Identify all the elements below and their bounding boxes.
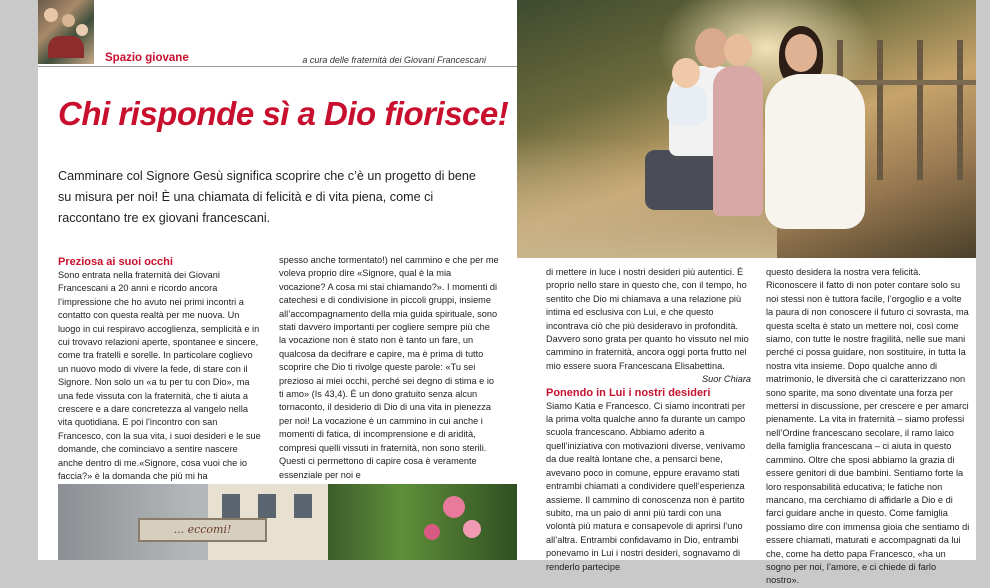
bottom-photo [58,484,517,560]
column-text-2: spesso anche tormentato!) nel cammino e che per me voleva proprio dire «Signore, qual è la mia vocazione? A cosa mi stai chiamando?». I momenti di catechesi e di condivisione in piccoli gruppi, insieme all’accompagnamento della mia guida spirituale, sono stati davvero importanti per cogliere sempre più che la vocazione non è stato non è tanto un fare, un qualcosa da decifrare e capire, ma è prima di tutto scoprire che Dio ti rivolge queste parole: «Tu sei prezioso ai miei occhi, perché sei degno di stima e io ti amo» (Is 43,4). È un dono gratuito senza alcun tornaconto, il desiderio di Dio di una vita in pienezza per noi! La vocazione è un cammino in cui anche i momenti di fatica, di incomprensione e di aridità, compresi quelli vissuti in fraternità, non sono sterili. Questi ci permettono di capire cosa è veramente essenziale per noi e [279,255,499,480]
column-4 [766,266,971,588]
column-3 [546,266,751,574]
article-title: Chi risponde sì a Dio fiorisce! [58,95,509,132]
flower-decoration [424,524,440,540]
curator-org: fraternità dei Giovani Francescani [351,55,486,65]
family-photo [517,0,976,258]
left-page [38,0,517,560]
right-page [517,0,976,586]
daughter-figure [713,66,763,216]
curator-line [302,55,486,65]
column-text-1: Sono entrata nella fraternità dei Giovani Francescani a 20 anni e ricordo ancora l’impressione che ho avuto nei primi incontri a contatto con questa realtà per me nuova. Un luogo in cui respiravo accoglienza, semplicità e in cui trovavo relazioni aperte, spontanee e sincere, come tra fratelli e sorelle. In particolare coglievo un nuovo modo di vivere la fede, di stare con il Signore. Non solo un «a tu per tu con Dio», ma una fede vissuta con la fraternità, che ti aiuta a crescere e a dare concretezza al vangelo nella vita quotidiana. E poi l’incontro con san Francesco, con la sua vita, i suoi desideri e le sue domande, che cominciavo a sentire nascere anche dentro di me.«Signore, cosa vuoi che io faccia?» è la domanda che più mi ha [58,270,261,482]
column-text-5: questo desidera la nostra vera felicità. Riconoscere il fatto di non poter contare solo su noi stessi non è tuttora facile, l’orgoglio e a volte la paura di non conoscere il futuro ci sovrasta, ma questa scelta è stato un mettere noi, così come siamo, con tutte le nostre fragilità, nelle sue mani perché ci possa guidare, non sostituire, in tutta la nostra vita insieme. Dopo qualche anno di matrimonio, le diversità che ci caratterizzano non sono sparite, ma sono diventate una forza per mettersi in discussione, per crescere e per amarci pienamente. La vita in fraternità – siamo professi nell’Ordine francescano secolare, il ramo laico della famiglia francescana – ci aiuta in questo cammino. Oltre che sposi abbiamo la grazia di essere genitori di due bambini. Sentiamo forte la loro responsabilità educativa; le fatiche non mancano, ma cerchiamo di affidarle a Dio e di farci guidare anche in questo. Come famiglia possiamo dire con immensa gioia che sentiamo di essere chiamati, maturati e accompagnati da lui che, come ha detto papa Francesco, «ha un sogno per noi, l’amore, e ci chiede di farlo nostro». [766,267,970,586]
article-lead: Camminare col Signore Gesù significa scoprire che c’è un progetto di bene su misura per noi! È una chiamata di felicità e di vita piena, come ci raccontano tre ex giovani francescani. [58,169,476,225]
column-2 [279,254,499,482]
curator-prefix: a cura delle [302,55,349,65]
header-divider [38,66,517,67]
photo-sign: ... eccomi! [138,518,267,542]
section-rubric: Spazio giovane [105,52,189,64]
flower-decoration [463,520,481,538]
flower-decoration [443,496,465,518]
header-thumbnail-photo [38,0,94,64]
section-title-1: Preziosa ai suoi occhi [58,256,173,268]
baby-figure [667,86,707,126]
column-text-3: di mettere in luce i nostri desideri più autentici. È proprio nello stare in questo che, con il tempo, ho sentito che Dio mi chiamava a una relazione più intima ed esclusiva con Lui, e che questo incontrava ciò che più desideravo in profondità. Davvero sono grata per quanto ho vissuto nel mio cammino in fraternità, ancora oggi porta frutto nel mio essere suora Francescana Elisabettina. [546,267,749,371]
signature: Suor Chiara [701,374,751,385]
section-title-2: Ponendo in Lui i nostri desideri [546,386,711,399]
column-1 [58,256,263,497]
column-text-4: Siamo Katia e Francesco. Ci siamo incontrati per la prima volta qualche anno fa durante un campo scuola francescano. Abbiamo aderito a quell’iniziativa con motivazioni diverse, venivamo da due realtà lontane che, a pensarci bene, avevano poco in comune, eppure eravamo stati entrambi chiamati a condividere quell’esperienza assieme. Il cammino di conoscenza non è partito subito, ma un paio di anni più tardi con una volontà più matura e consapevole di aprirsi l’uno all’altra. Entrambi confidavamo in Dio, entrambi ponevamo in Lui i nostri desideri, sognavamo di renderlo partecipe [546,400,746,572]
